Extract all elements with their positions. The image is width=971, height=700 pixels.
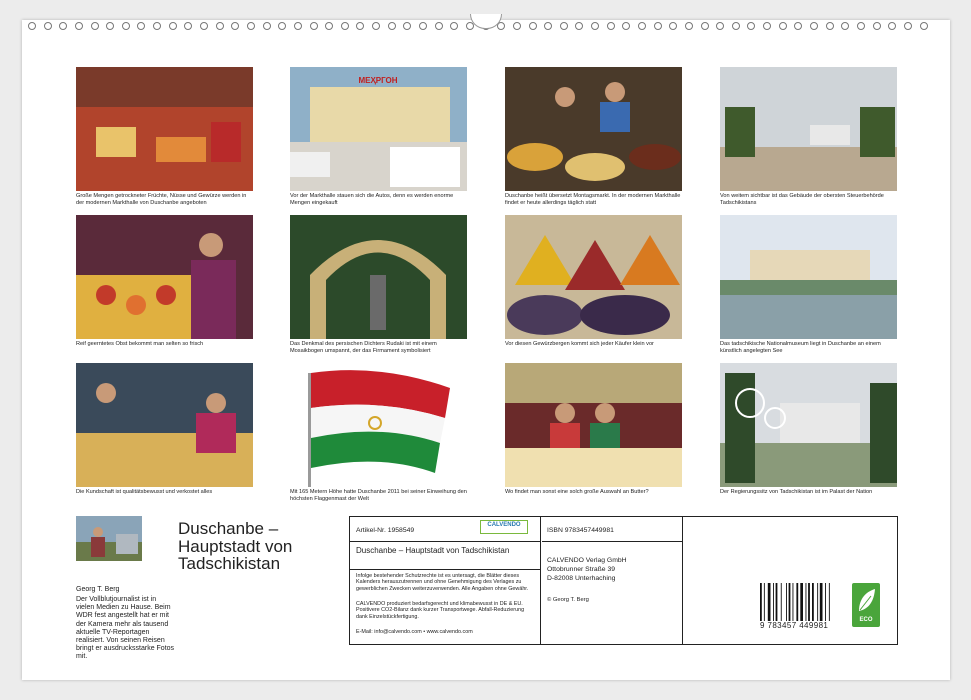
- photo-caption: Mit 165 Metern Höhe hatte Duschanbe 2011 bei seiner Einweihung den höchsten Flaggenmast der Welt: [290, 489, 467, 502]
- eco-label: ECO: [859, 617, 873, 623]
- photo-park-avenue: [720, 67, 897, 191]
- barcode-bar: [768, 583, 771, 621]
- binding-ring: [747, 22, 755, 30]
- binding-ring: [544, 22, 552, 30]
- binding-ring: [294, 22, 302, 30]
- contact-line: E-Mail: info@calvendo.com • www.calvendo.com: [356, 629, 473, 635]
- binding-ring: [888, 22, 896, 30]
- copyright: © Georg T. Berg: [547, 597, 589, 603]
- photo-caption: Wo findet man sonst eine solch große Auswahl an Butter?: [505, 489, 649, 495]
- author-photo: [76, 516, 142, 561]
- publisher-street: Ottobrunner Straße 39: [547, 566, 616, 573]
- barcode-digits: 9 783457 449981: [760, 621, 829, 630]
- binding-ring: [857, 22, 865, 30]
- barcode-bar: [789, 583, 791, 621]
- photo-caption: Von weitem sichtbar ist das Gebäude der obersten Steuerbehörde Tadschikistans: [720, 193, 884, 206]
- binding-ring: [529, 22, 537, 30]
- barcode-bar: [776, 583, 778, 621]
- barcode-bar: [812, 583, 814, 621]
- author-bio: Der Vollblutjournalist ist in vielen Medien zu Hause. Beim WDR fest angestellt hat er mit der Kamera mehr als tausend aktuelle TV-Reportagen realisiert. Von seinen Reisen bringt er ausdrucksstarke Fotos mit.: [76, 596, 175, 661]
- binding-ring: [325, 22, 333, 30]
- binding-ring: [841, 22, 849, 30]
- binding-ring: [450, 22, 458, 30]
- info-column-barcode: [684, 517, 897, 644]
- binding-ring: [200, 22, 208, 30]
- binding-ring: [716, 22, 724, 30]
- binding-ring: [638, 22, 646, 30]
- binding-ring: [904, 22, 912, 30]
- binding-ring: [372, 22, 380, 30]
- svg-text:МЕҲРГОН: МЕҲРГОН: [358, 76, 398, 85]
- barcode-bar: [760, 583, 762, 621]
- product-title: Duschanbe – Hauptstadt von Tadschikistan: [356, 546, 510, 555]
- binding-ring: [779, 22, 787, 30]
- binding-ring: [794, 22, 802, 30]
- binding-ring: [106, 22, 114, 30]
- calvendo-logo: CALVENDO: [480, 520, 528, 534]
- binding-ring: [622, 22, 630, 30]
- binding-ring: [184, 22, 192, 30]
- binding-ring: [91, 22, 99, 30]
- binding-ring: [435, 22, 443, 30]
- photo-market-customers: [76, 363, 253, 487]
- photo-flag: [290, 363, 467, 487]
- calendar-title: Duschanbe – Hauptstadt von Tadschikistan: [178, 519, 293, 573]
- photo-spice-bowls: [505, 67, 682, 191]
- photo-butter-sellers: [505, 363, 682, 487]
- barcode-bar: [817, 583, 818, 621]
- barcode-bar: [793, 583, 794, 621]
- binding-ring: [591, 22, 599, 30]
- legal-notice: Infolge bestehender Schutzrechte ist es untersagt, die Blätter dieses Kalenders herauszutrennen und ohne Genehmigung des Verlages zu gewerblichen Zwecken weiterzuverwenden. Alle Angaben ohne Gewähr.: [356, 573, 529, 592]
- binding-ring: [873, 22, 881, 30]
- author-name: Georg T. Berg: [76, 586, 120, 593]
- barcode: [760, 583, 832, 621]
- barcode-bar: [820, 583, 823, 621]
- photo-caption: Der Regierungssitz von Tadschikistan ist im Palast der Nation: [720, 489, 873, 495]
- info-column-publisher: [542, 517, 683, 644]
- article-number: Artikel-Nr. 1958549: [356, 527, 415, 534]
- production-notice: CALVENDO produziert bedarfsgerecht und klimabewusst in DE & EU. Positivere CO2-Bilanz dank kurzer Transportwege. Abfall-Reduzierung dank Einzelstückfertigung.: [356, 601, 525, 620]
- photo-market-hall: [290, 67, 467, 191]
- barcode-bar: [781, 583, 782, 621]
- photo-caption: Die Kundschaft ist qualitätsbewusst und verkostet alles: [76, 489, 213, 495]
- photo-spice-mountains: [505, 215, 682, 339]
- binding-ring: [341, 22, 349, 30]
- binding-ring: [356, 22, 364, 30]
- photo-caption: Das tadschikische Nationalmuseum liegt in Duschanbe an einem künstlich angelegten See: [720, 341, 881, 354]
- barcode-bar: [800, 583, 803, 621]
- binding-ring: [388, 22, 396, 30]
- binding-ring: [607, 22, 615, 30]
- binding-ring: [247, 22, 255, 30]
- binding-ring: [231, 22, 239, 30]
- binding-ring: [44, 22, 52, 30]
- photo-fruit-seller: [76, 215, 253, 339]
- binding-ring: [216, 22, 224, 30]
- binding-ring: [575, 22, 583, 30]
- binding-ring: [137, 22, 145, 30]
- eco-badge: [852, 583, 880, 627]
- binding-ring: [122, 22, 130, 30]
- binding-ring: [28, 22, 36, 30]
- binding-ring: [263, 22, 271, 30]
- photo-caption: Das Denkmal des persischen Dichters Rudaki ist mit einem Mosaikbogen umspannt, der das Firmament symbolisiert: [290, 341, 437, 354]
- binding-ring: [732, 22, 740, 30]
- photo-market-overview: [76, 67, 253, 191]
- isbn: ISBN 9783457449981: [547, 527, 614, 534]
- binding-ring: [669, 22, 677, 30]
- photo-museum-lake: [720, 215, 897, 339]
- binding-ring: [403, 22, 411, 30]
- barcode-bar: [808, 583, 810, 621]
- photo-caption: Große Mengen getrockneter Früchte, Nüsse und Gewürze werden in der modernen Markthalle von Duschanbe angeboten: [76, 193, 247, 206]
- publisher-name: CALVENDO Verlag GmbH: [547, 557, 627, 564]
- publisher-city: D-82008 Unterhaching: [547, 575, 616, 582]
- photo-rudaki-arch: [290, 215, 467, 339]
- binding-ring: [763, 22, 771, 30]
- photo-caption: Reif geerntetes Obst bekommt man selten so frisch: [76, 341, 204, 347]
- binding-ring: [560, 22, 568, 30]
- photo-caption: Duschanbe heißt übersetzt Montagsmarkt. In der modernen Markthalle findet er heute allerdings täglich statt: [505, 193, 681, 206]
- barcode-bar: [806, 583, 807, 621]
- binding-ring: [920, 22, 928, 30]
- photo-caption: Vor diesen Gewürzbergen kommt sich jeder Käufer klein vor: [505, 341, 654, 347]
- barcode-bar: [829, 583, 830, 621]
- binding-ring: [59, 22, 67, 30]
- binding-ring: [310, 22, 318, 30]
- barcode-bar: [773, 583, 774, 621]
- binding-ring: [826, 22, 834, 30]
- photo-caption: Vor der Markthalle stauen sich die Autos, denn es werden enorme Mengen eingekauft: [290, 193, 454, 206]
- barcode-bar: [786, 583, 787, 621]
- binding-ring: [278, 22, 286, 30]
- binding-ring: [513, 22, 521, 30]
- info-box: [349, 516, 898, 645]
- binding-ring: [419, 22, 427, 30]
- binding-ring: [701, 22, 709, 30]
- info-column-product: [350, 517, 541, 644]
- barcode-bar: [796, 583, 798, 621]
- binding-ring: [654, 22, 662, 30]
- binding-ring: [169, 22, 177, 30]
- binding-ring: [810, 22, 818, 30]
- photo-palace-nation: [720, 363, 897, 487]
- binding-ring: [153, 22, 161, 30]
- barcode-bar: [825, 583, 826, 621]
- binding-ring: [685, 22, 693, 30]
- barcode-bar: [764, 583, 765, 621]
- binding-ring: [75, 22, 83, 30]
